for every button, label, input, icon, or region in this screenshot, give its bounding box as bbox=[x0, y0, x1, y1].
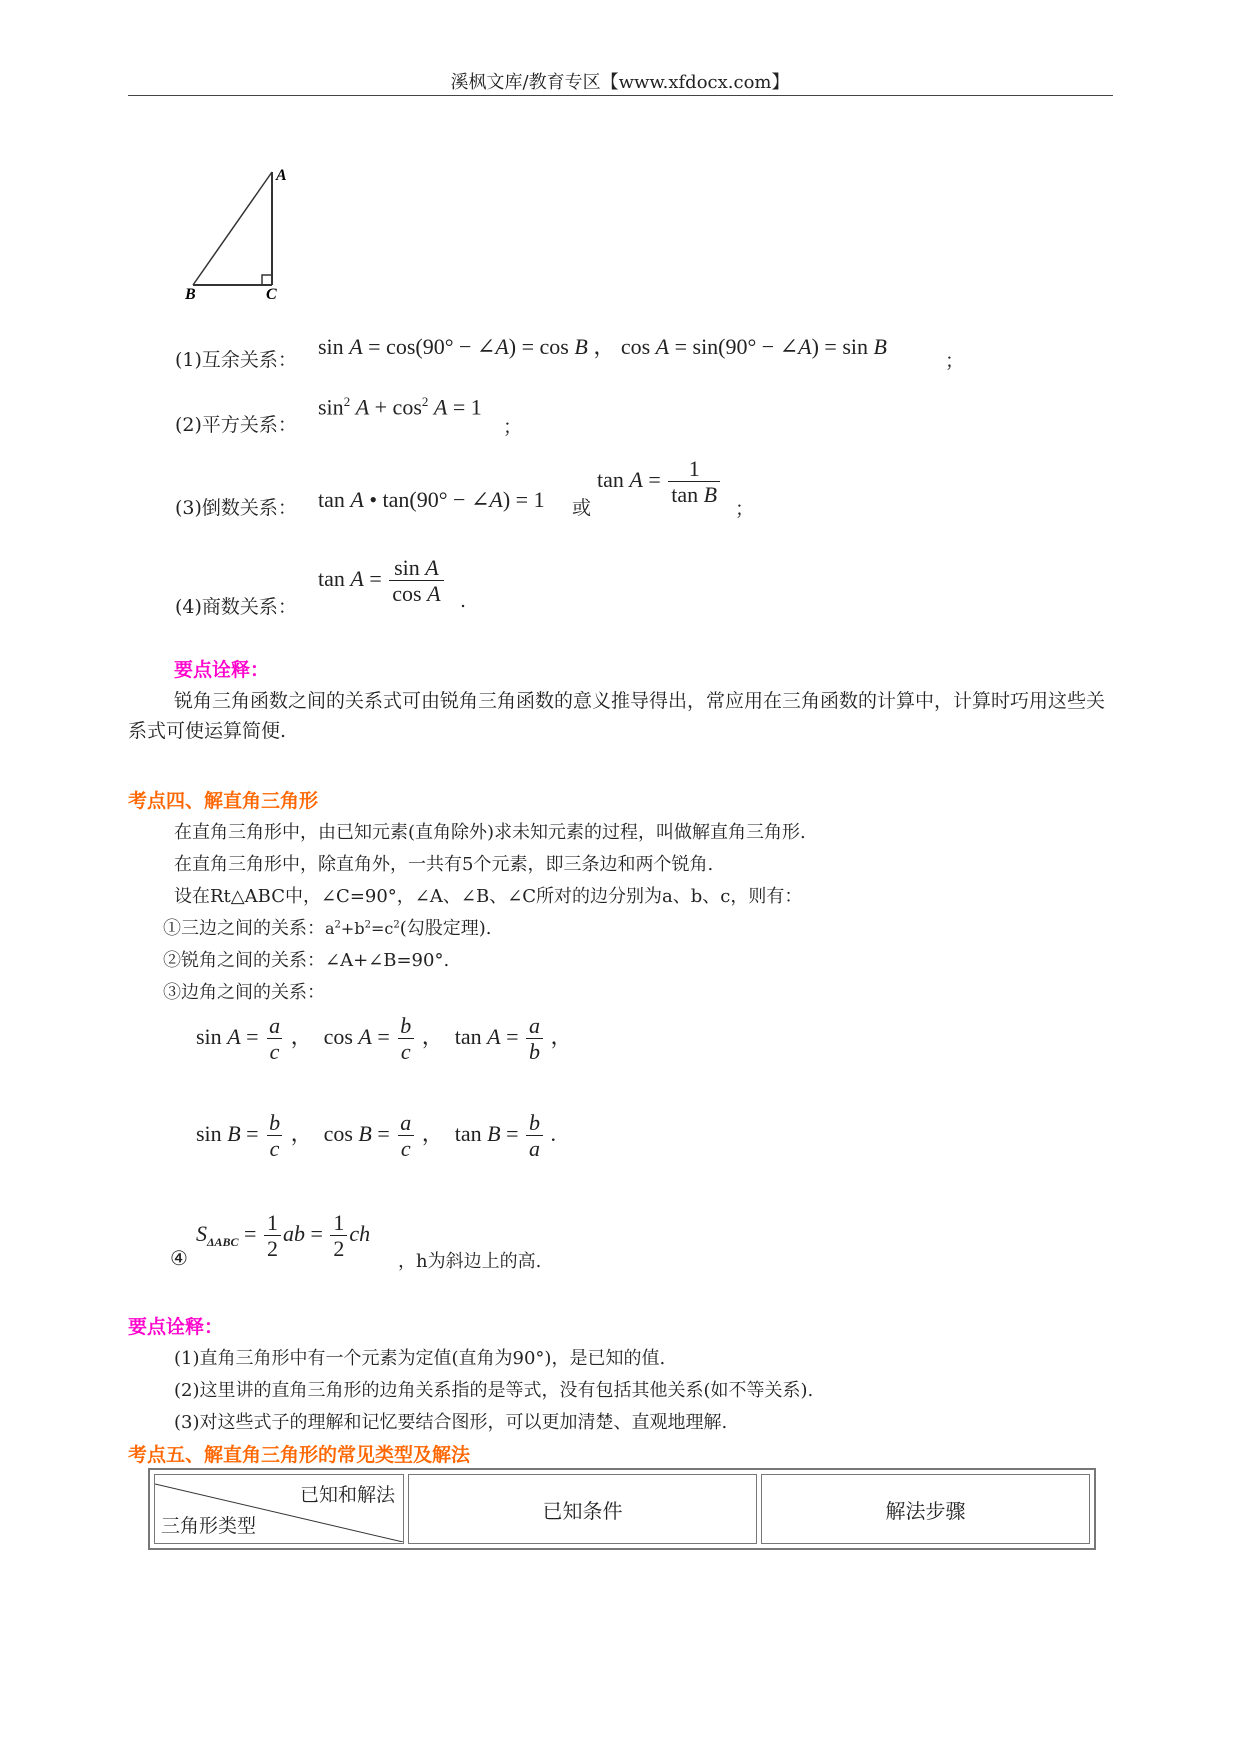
item1-suffix: (勾股定理). bbox=[399, 918, 492, 939]
note2-title: 要点诠释： bbox=[128, 1316, 224, 1338]
table-header-known-conditions: 已知条件 bbox=[408, 1474, 757, 1544]
note1-title: 要点诠释： bbox=[174, 659, 270, 681]
item4-prefix: ④ bbox=[170, 1246, 188, 1270]
item1-prefix: ①三边之间的关系： bbox=[163, 918, 325, 939]
vertex-c-label: C bbox=[266, 286, 277, 300]
vertex-b-label: B bbox=[185, 286, 196, 300]
note1-text: 锐角三角函数之间的关系式可由锐角三角函数的意义推导得出，常应用在三角函数的计算中，计算时巧用这些关系式可使运算简便. bbox=[128, 690, 1106, 742]
relation-1-label: (1)互余关系： bbox=[175, 349, 297, 371]
table-corner-cell bbox=[154, 1474, 404, 1544]
relation-4-tail: . bbox=[460, 590, 467, 612]
section4-item-2: ②锐角之间的关系：∠A+∠B=90°. bbox=[163, 950, 450, 971]
note2-line-1: (1)直角三角形中有一个元素为定值(直角为90°)，是已知的值. bbox=[174, 1348, 666, 1369]
corner-bottom-label: 三角形类型 bbox=[161, 1515, 257, 1537]
note2-line-2: (2)这里讲的直角三角形的边角关系指的是等式，没有包括其他关系(如不等关系). bbox=[174, 1380, 814, 1401]
table-header-solution-steps: 解法步骤 bbox=[761, 1474, 1090, 1544]
reciprocal-formula: tan A • tan(90° − ∠A) = 1 bbox=[318, 487, 545, 512]
ratio-formulas-b: sin B = $\frac{b}{c}$ ， cos B = $\frac{a}{c}$ ， tan B = $\frac{b}{a}$ . bbox=[196, 1110, 557, 1162]
relation-3-tail: ； bbox=[735, 498, 755, 520]
pythagorean-identity: $\sin^2 A + \cos^2 A = 1$ bbox=[318, 394, 482, 420]
right-triangle-figure bbox=[185, 160, 295, 300]
corner-top-label: 已知和解法 bbox=[299, 1484, 395, 1506]
area-formula: $S_{\Delta ABC}$ = $\frac{1}{2}$ ab = $\frac{1}{2}$ ch bbox=[196, 1210, 371, 1262]
quotient-formula: tan A = $\frac{\text{sin A}}{\text{cos A}}$ bbox=[318, 555, 446, 607]
relation-4-label: (4)商数关系： bbox=[175, 596, 297, 618]
relation-3-label: (3)倒数关系： bbox=[175, 497, 297, 519]
relation-2-tail: ； bbox=[503, 416, 523, 438]
section5-title: 考点五、解直角三角形的常见类型及解法 bbox=[128, 1444, 471, 1466]
solution-types-table bbox=[148, 1468, 1096, 1550]
relation-2-label: (2)平方关系： bbox=[175, 414, 297, 436]
relation-1-tail: ； bbox=[945, 350, 965, 372]
section4-line-1: 在直角三角形中，由已知元素(直角除外)求未知元素的过程，叫做解直角三角形. bbox=[174, 822, 806, 843]
section4-item-1: ①三边之间的关系：$a^2+b^2=c^2$(勾股定理). bbox=[163, 918, 492, 939]
note2-line-3: (3)对这些式子的理解和记忆要结合图形，可以更加清楚、直观地理解. bbox=[174, 1412, 728, 1433]
item4-suffix: ，h为斜边上的高. bbox=[398, 1251, 542, 1272]
vertex-a-label: A bbox=[276, 167, 287, 184]
table-header-row bbox=[154, 1474, 1090, 1544]
relation-3-or: 或 bbox=[572, 497, 592, 519]
header-divider bbox=[128, 95, 1113, 96]
ratio-formulas-a: sin A = $\frac{a}{c}$ ， cos A = $\frac{b}{c}$ ， tan A = $\frac{a}{b}$ ， bbox=[196, 1013, 573, 1065]
section4-line-2: 在直角三角形中，除直角外，一共有5个元素，即三条边和两个锐角. bbox=[174, 854, 714, 875]
reciprocal-fraction-formula: tan A = $\frac{1}{\text{tan B}}$ bbox=[597, 456, 722, 508]
complementary-formula: sin A = cos(90° − ∠A) = cos B ， cos A = sin(90° − ∠A) = sin B bbox=[318, 334, 887, 359]
section4-item-3: ③边角之间的关系： bbox=[163, 982, 325, 1003]
section4-line-3: 设在Rt△ABC中，∠C=90°，∠A、∠B、∠C所对的边分别为a、b、c，则有： bbox=[174, 886, 803, 907]
page-header: 溪枫文库/教育专区【www.xfdocx.com】 bbox=[450, 72, 790, 93]
section4-title: 考点四、解直角三角形 bbox=[128, 790, 319, 812]
